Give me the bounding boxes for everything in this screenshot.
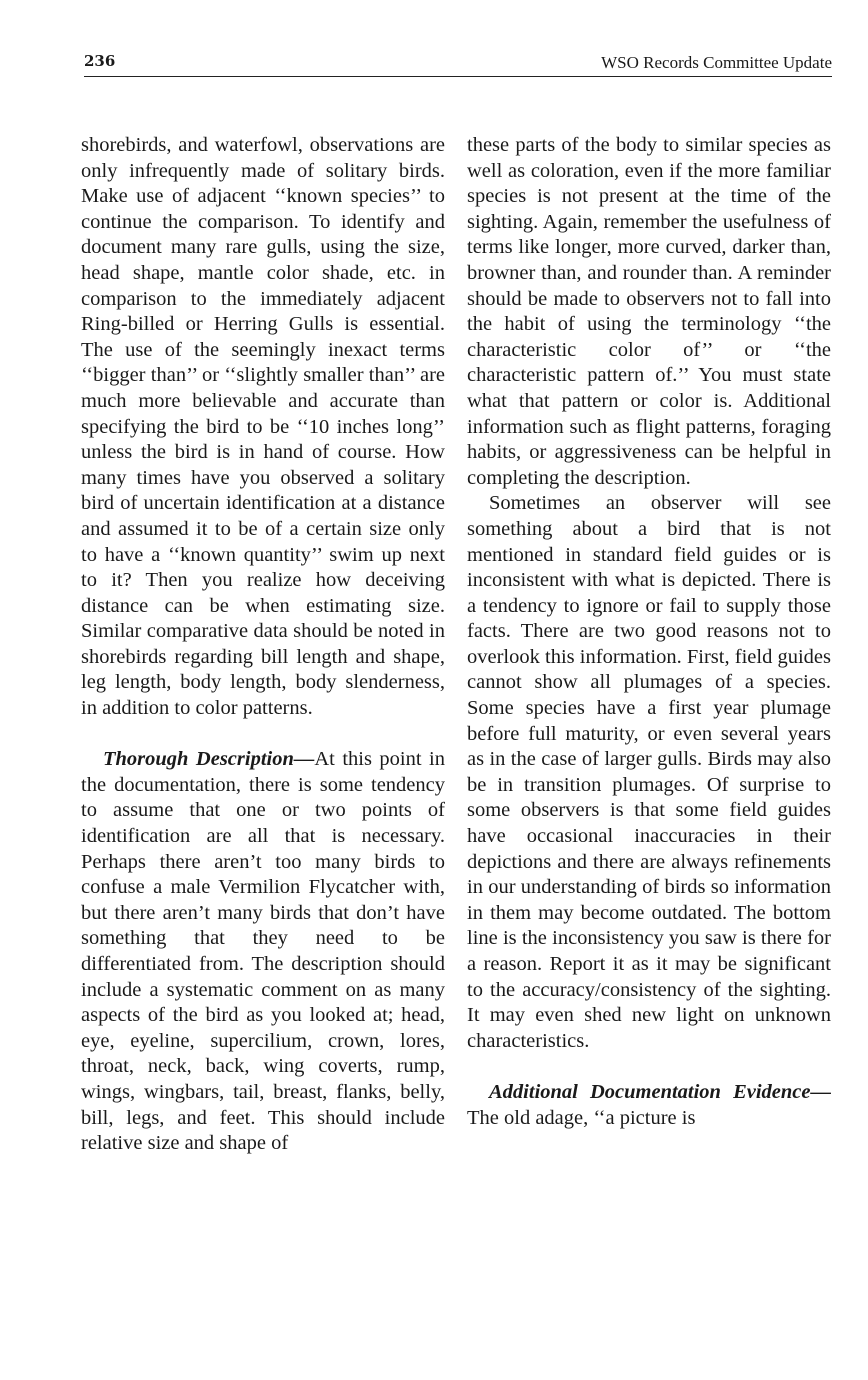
section-heading-thorough-description: Thorough Description— [103,748,315,771]
paragraph-additional-evidence [467,1080,831,1131]
paragraph-thorough-description [81,747,445,1157]
paragraph-body: At this point in the documentation, there is some tendency to assume that one or two points of identification are all that is necessary. Perhaps there aren’t too many birds to confuse a male Vermilion Flycatcher with, but there aren’t many birds that don’t have something that they need to be differentiated from. The description should include a systematic comment on as many aspects of the bird as you looked at; head, eye, eyeline, supercilium, crown, lores, throat, neck, back, wing coverts, rump, wings, wingbars, tail, breast, flanks, belly, bill, legs, and feet. This should include relative size and shape of [81,748,445,1155]
running-header [84,50,832,77]
paragraph-size-comparison: shorebirds, and waterfowl, observations are only infrequently made of solitary birds. Make use of adjacent ‘‘known species’’ to continue the comparison. To identify and document many rare gulls, using the size, head shape, mantle color shade, etc. in comparison to the immediately adjacent Ring-billed or Herring Gulls is essential. The use of the seemingly inexact terms ‘‘bigger than’’ or ‘‘slightly smaller than’’ are much more believable and accurate than specifying the bird to be ‘‘10 inches long’’ unless the bird is in hand of course. How many times have you observed a solitary bird of uncertain identification at a distance and assumed it to be of a certain size only to have a ‘‘known quantity’’ swim up next to it? Then you realize how deceiving distance can be when estimating size. Similar comparative data should be noted in shorebirds regarding bill length and shape, leg length, body length, body slenderness, in addition to color patterns. [81,134,445,720]
paragraph-body: The old adage, ‘‘a picture is [467,1106,696,1129]
running-title: WSO Records Committee Update [601,53,832,72]
paragraph-coloration: these parts of the body to similar species as well as coloration, even if the more familiar species is not present at the time of the sighting. Again, remember the usefulness of terms like longer, more curved, darker than, browner than, and rounder than. A reminder should be made to observers not to fall into the habit of using the terminology ‘‘the characteristic color of’’ or ‘‘the characteristic pattern of.’’ You must state what that pattern or color is. Additional information such as flight patterns, foraging habits, or aggressiveness can be helpful in completing the description. [467,134,831,489]
page-number: 236 [84,52,116,70]
right-column [467,133,831,1131]
section-heading-additional-evidence: Additional Documentation Evidence— [489,1080,831,1103]
paragraph-inconsistencies: Sometimes an observer will see something about a bird that is not mentioned in standard field guides or is inconsistent with what is depicted. There is a tendency to ignore or fail to supply those facts. There are two good reasons not to overlook this information. First, field guides cannot show all plumages of a species. Some species have a first year plumage before full maturity, or even several years as in the case of larger gulls. Birds may also be in transition plumages. Of surprise to some observers is that some field guides have occasional inaccuracies in their depictions and there are always refinements in our understanding of birds so information in them may become outdated. The bottom line is the inconsistency you saw is there for a reason. Report it as it may be significant to the accuracy/consistency of the sighting. It may even shed new light on unknown characteristics. [467,492,831,1052]
left-column [81,133,445,1157]
